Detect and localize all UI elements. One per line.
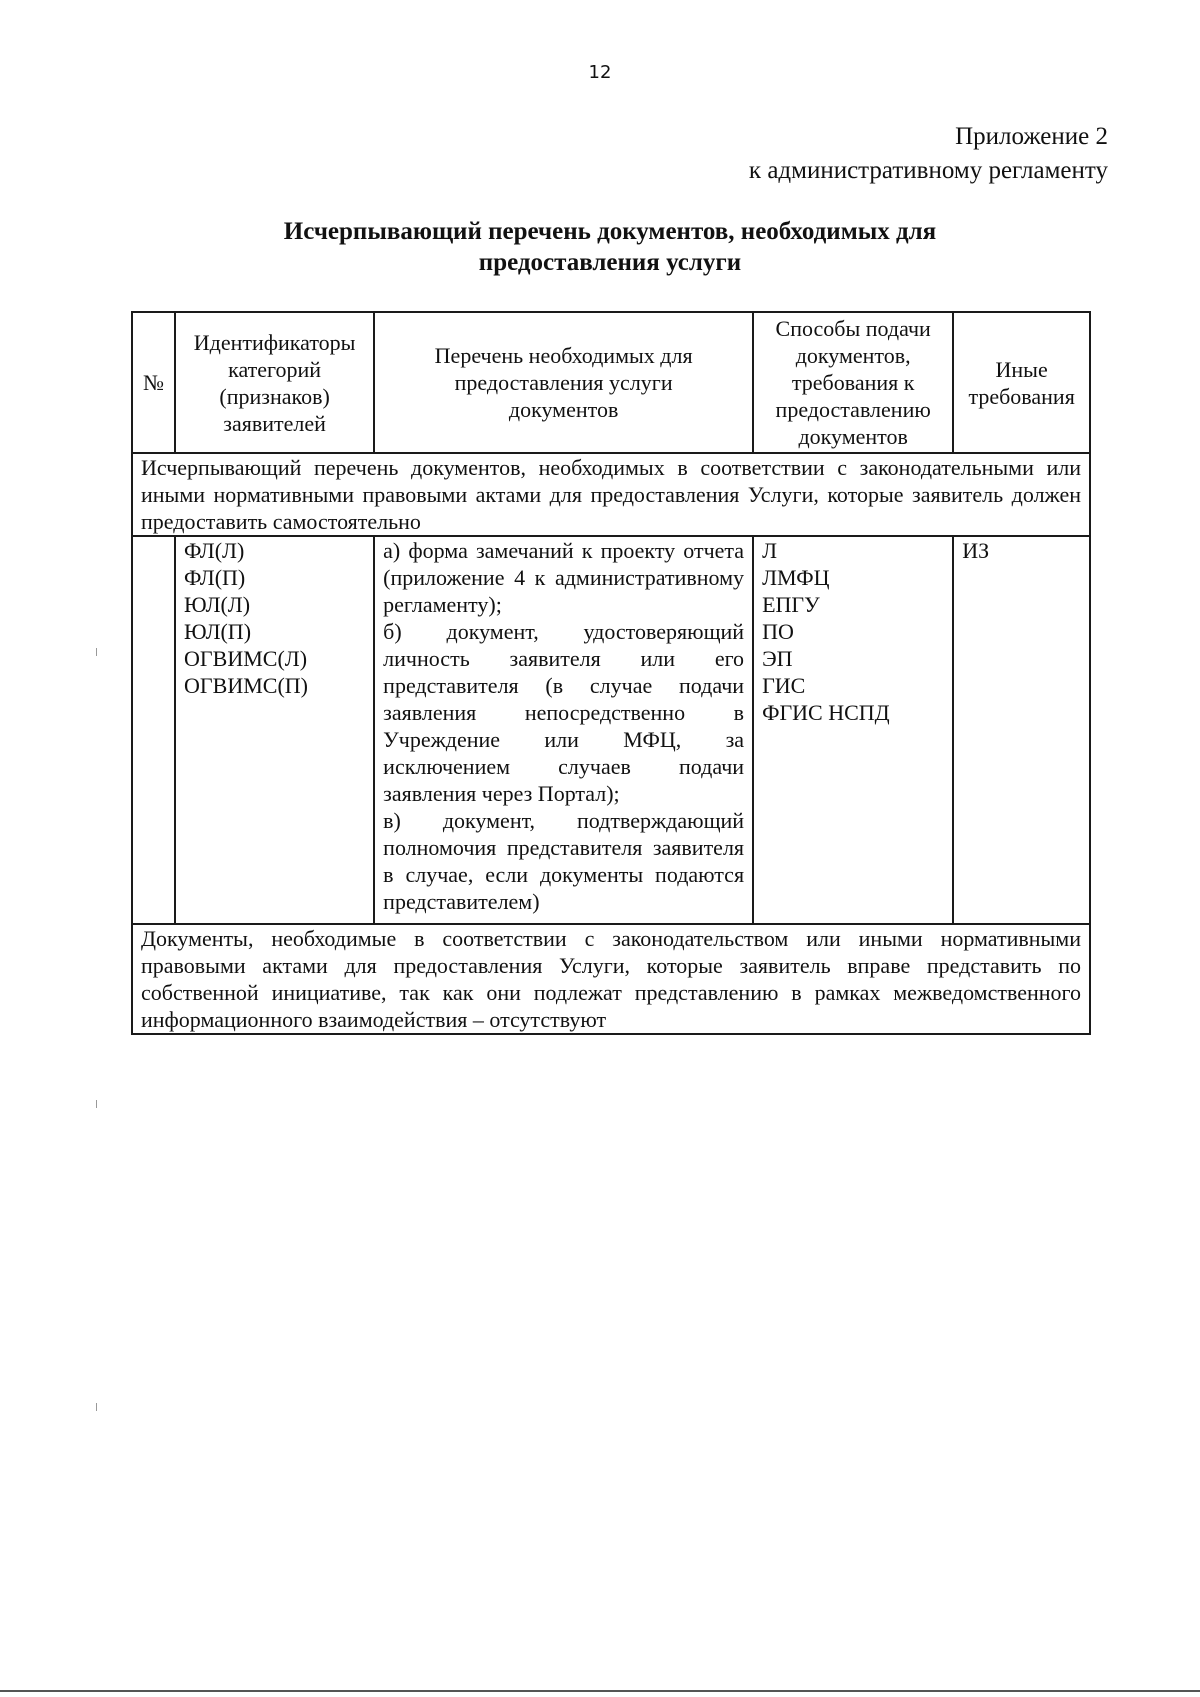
row-number <box>132 536 175 924</box>
section-row-required <box>132 453 1090 536</box>
row-other-requirements: ИЗ <box>953 536 1090 924</box>
row-categories <box>175 536 374 924</box>
row-methods <box>753 536 953 924</box>
method-item: ГИС <box>762 673 806 698</box>
section-optional-text: Документы, необходимые в соответствии с законодательством или иными нормативными правовыми актами для предоставления Услуги, которые заявитель вправе представить по собственной инициативе, так как они подлежат представлению в рамках межведомственного информационного взаимодействия – отсутствуют <box>132 924 1090 1034</box>
margin-mark <box>96 648 97 656</box>
category-item: ОГВИМС(Л) <box>184 646 308 671</box>
margin-mark <box>96 1100 97 1108</box>
margin-mark <box>96 1403 97 1411</box>
header-categories: Идентификаторы категорий (признаков) заявителей <box>175 312 374 453</box>
method-item: ЭП <box>762 646 793 671</box>
method-item: ЕПГУ <box>762 592 820 617</box>
method-item: Л <box>762 538 777 563</box>
appendix-line-1: Приложение 2 <box>955 123 1108 150</box>
table-row <box>132 536 1090 924</box>
row-documents <box>374 536 753 924</box>
document-title <box>220 216 1000 278</box>
header-documents: Перечень необходимых для предоставления услуги документов <box>374 312 753 453</box>
category-item: ЮЛ(П) <box>184 619 252 644</box>
documents-table <box>131 311 1091 1035</box>
document-title-line-2: предоставления услуги <box>478 249 742 276</box>
appendix-line-2: к административному регламенту <box>748 157 1108 184</box>
document-item-c: в) документ, подтверждающий полномочия представителя заявителя в случае, если документы подаются представителем) <box>383 808 745 914</box>
document-item-b: б) документ, удостоверяющий личность заявителя или его представителя (в случае подачи заявления непосредственно в Учреждение или МФЦ, за исключением случаев подачи заявления через Портал); <box>383 619 745 806</box>
header-methods: Способы подачи документов, требования к предоставлению документов <box>753 312 953 453</box>
document-title-line-1: Исчерпывающий перечень документов, необходимых для <box>283 218 937 245</box>
header-number: № <box>132 312 175 453</box>
category-item: ФЛ(Л) <box>184 538 245 563</box>
section-required-text: Исчерпывающий перечень документов, необходимых в соответствии с законодательными или иными нормативными правовыми актами для предоставления Услуги, которые заявитель должен предоставить самостоятельно <box>132 453 1090 536</box>
document-item-a: а) форма замечаний к проекту отчета (приложение 4 к административному регламенту); <box>383 538 745 617</box>
method-item: ФГИС НСПД <box>762 700 890 725</box>
scan-bottom-edge <box>0 1690 1200 1692</box>
category-item: ЮЛ(Л) <box>184 592 251 617</box>
section-row-optional <box>132 924 1090 1034</box>
page-number: 12 <box>588 62 612 83</box>
category-item: ФЛ(П) <box>184 565 246 590</box>
appendix-heading <box>749 120 1108 188</box>
category-item: ОГВИМС(П) <box>184 673 308 698</box>
table-header-row <box>132 312 1090 453</box>
method-item: ПО <box>762 619 794 644</box>
method-item: ЛМФЦ <box>762 565 830 590</box>
header-other: Иные требования <box>953 312 1090 453</box>
